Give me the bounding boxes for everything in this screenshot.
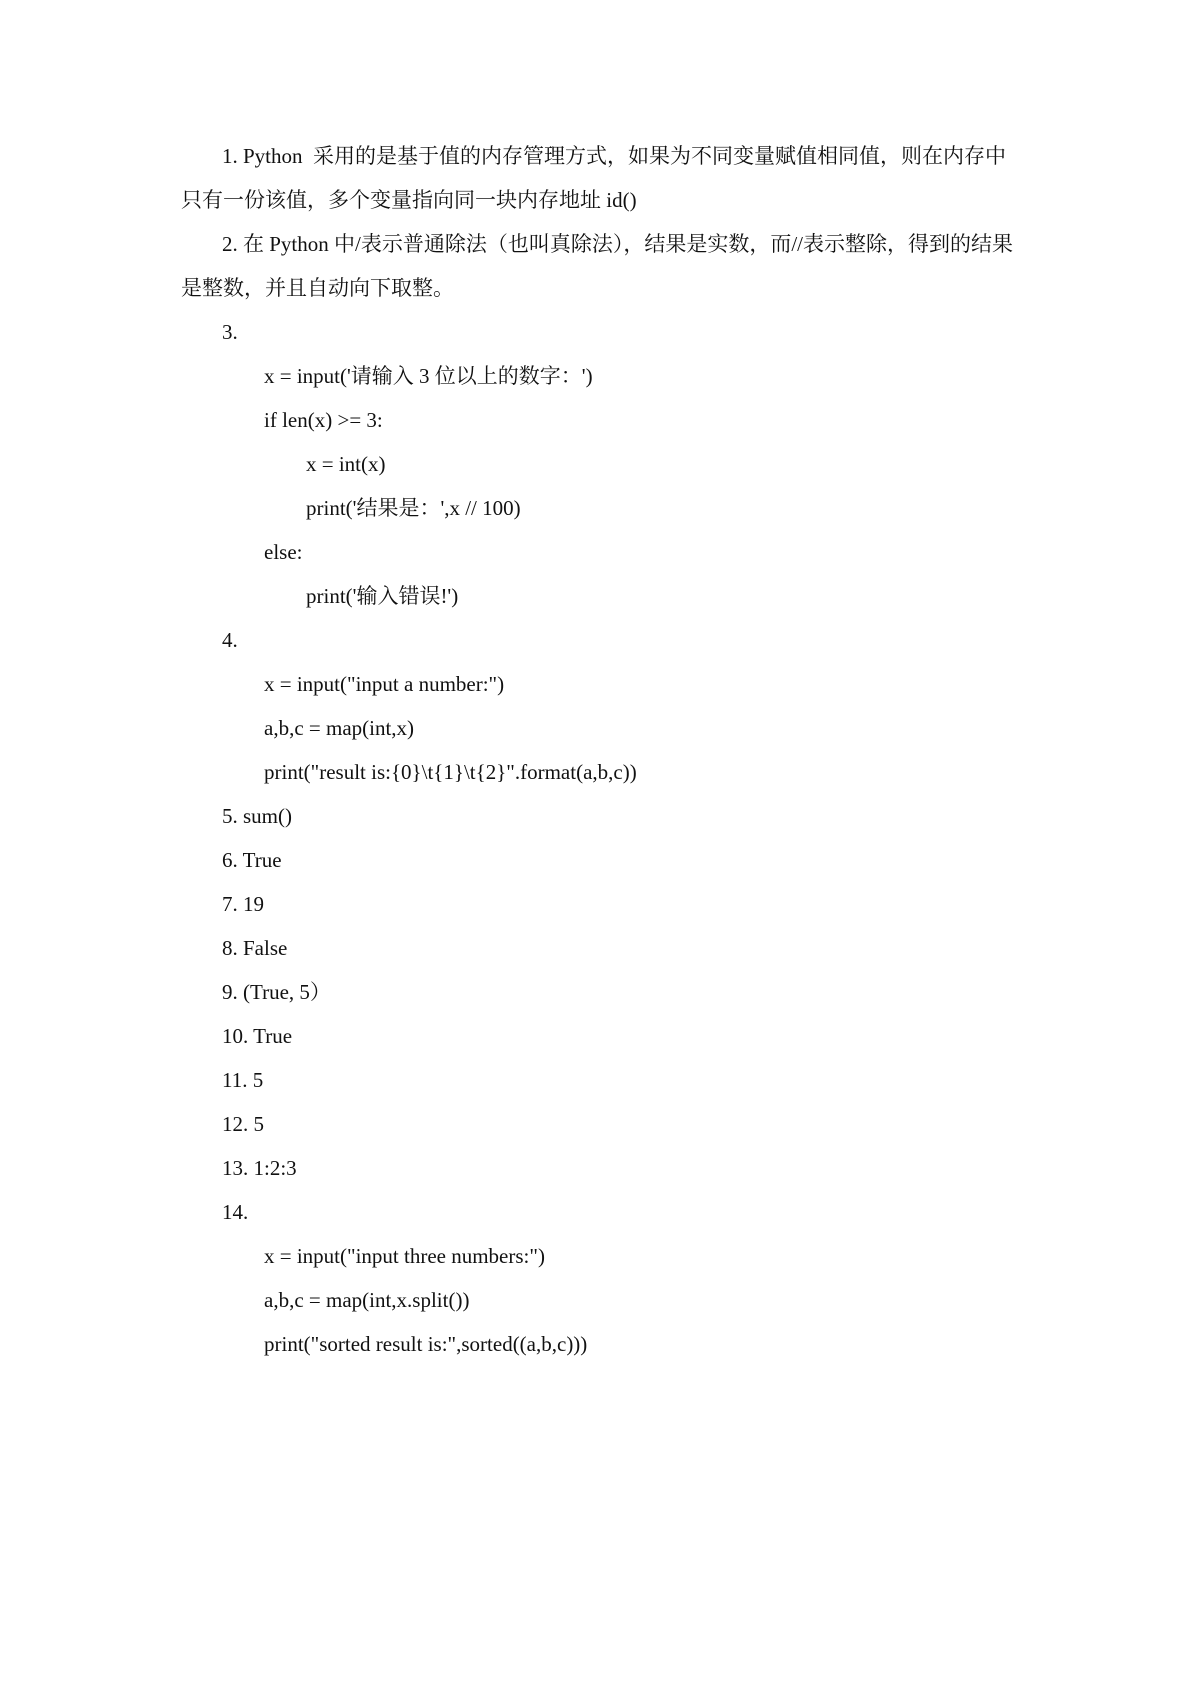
q1-line-2: 只有一份该值，多个变量指向同一块内存地址 id(): [181, 188, 637, 212]
q5-answer: 5. sum(): [222, 804, 292, 828]
q9-answer: 9. (True, 5）: [222, 980, 331, 1004]
q3-code-line-5: else:: [264, 540, 303, 564]
q3-label: 3.: [222, 320, 238, 344]
q1-line-1: 1. Python 采用的是基于值的内存管理方式，如果为不同变量赋值相同值，则在内存中: [222, 144, 1007, 168]
q11-answer: 11. 5: [222, 1068, 264, 1092]
q3-code-line-2: if len(x) >= 3:: [264, 408, 383, 432]
q3-code-line-3: x = int(x): [306, 452, 386, 476]
q12-answer: 12. 5: [222, 1112, 264, 1136]
q14-code-line-1: x = input("input three numbers:"): [264, 1244, 545, 1268]
q3-code-line-1: x = input('请输入 3 位以上的数字：'): [264, 364, 593, 388]
q14-label: 14.: [222, 1200, 249, 1224]
q13-answer: 13. 1:2:3: [222, 1156, 297, 1180]
q6-answer: 6. True: [222, 848, 282, 872]
q4-label: 4.: [222, 628, 238, 652]
q3-code-line-4: print('结果是：',x // 100): [306, 496, 521, 520]
q4-code-line-1: x = input("input a number:"): [264, 672, 505, 696]
q14-code-line-3: print("sorted result is:",sorted((a,b,c))): [264, 1332, 588, 1356]
q8-answer: 8. False: [222, 936, 288, 960]
q7-answer: 7. 19: [222, 892, 264, 916]
q14-code-line-2: a,b,c = map(int,x.split()): [264, 1288, 470, 1312]
q10-answer: 10. True: [222, 1024, 293, 1048]
q2-line-2: 是整数，并且自动向下取整。: [181, 276, 454, 300]
q3-code-line-6: print('输入错误!'): [306, 584, 459, 608]
q2-line-1: 2. 在 Python 中/表示普通除法（也叫真除法），结果是实数，而//表示整除，得到的结果: [222, 232, 1014, 256]
q4-code-line-2: a,b,c = map(int,x): [264, 716, 415, 740]
q4-code-line-3: print("result is:{0}\t{1}\t{2}".format(a,b,c)): [264, 760, 637, 784]
